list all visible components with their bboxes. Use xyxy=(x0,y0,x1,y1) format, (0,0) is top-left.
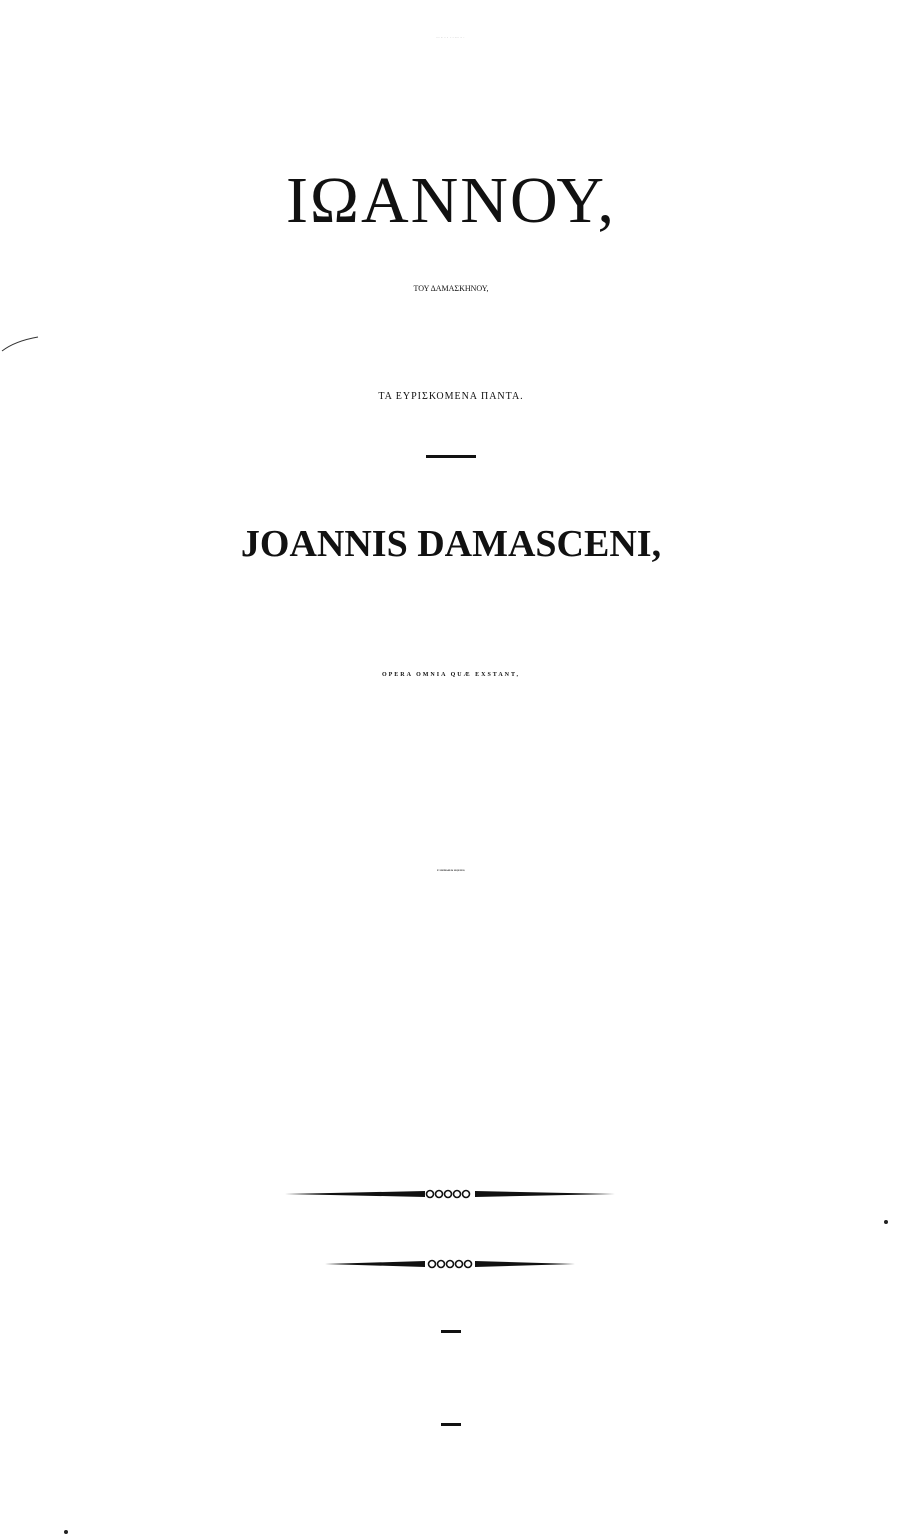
tiny-divider xyxy=(441,1330,461,1333)
greek-subtitle-3: ΤΑ ΕΥΡΙΣΚΟΜΕΝΑ ΠΑΝΤΑ. xyxy=(378,391,524,402)
greek-author-name: ΙΩΑΝΝΟΥ, xyxy=(285,164,617,237)
editor-name: P. MICHAELIS LEQUIEN, xyxy=(436,870,466,872)
series-title: TRADITIO CATHOLICA. xyxy=(436,38,466,39)
margin-mark xyxy=(0,335,40,355)
scan-speck xyxy=(64,1530,68,1534)
latin-author-name: JOANNIS DAMASCENI, xyxy=(240,523,662,565)
latin-subtitle-2: OPERA OMNIA QUÆ EXSTANT, xyxy=(381,672,521,678)
year-divider xyxy=(441,1423,461,1426)
top-ornament-divider xyxy=(285,1187,615,1201)
bottom-ornament-divider xyxy=(325,1257,575,1271)
scan-speck xyxy=(884,1220,888,1224)
short-divider xyxy=(426,455,476,458)
greek-subtitle-1: ΤΟΥ ΔΑΜΑΣΚΗΝΟΥ, xyxy=(413,284,489,293)
